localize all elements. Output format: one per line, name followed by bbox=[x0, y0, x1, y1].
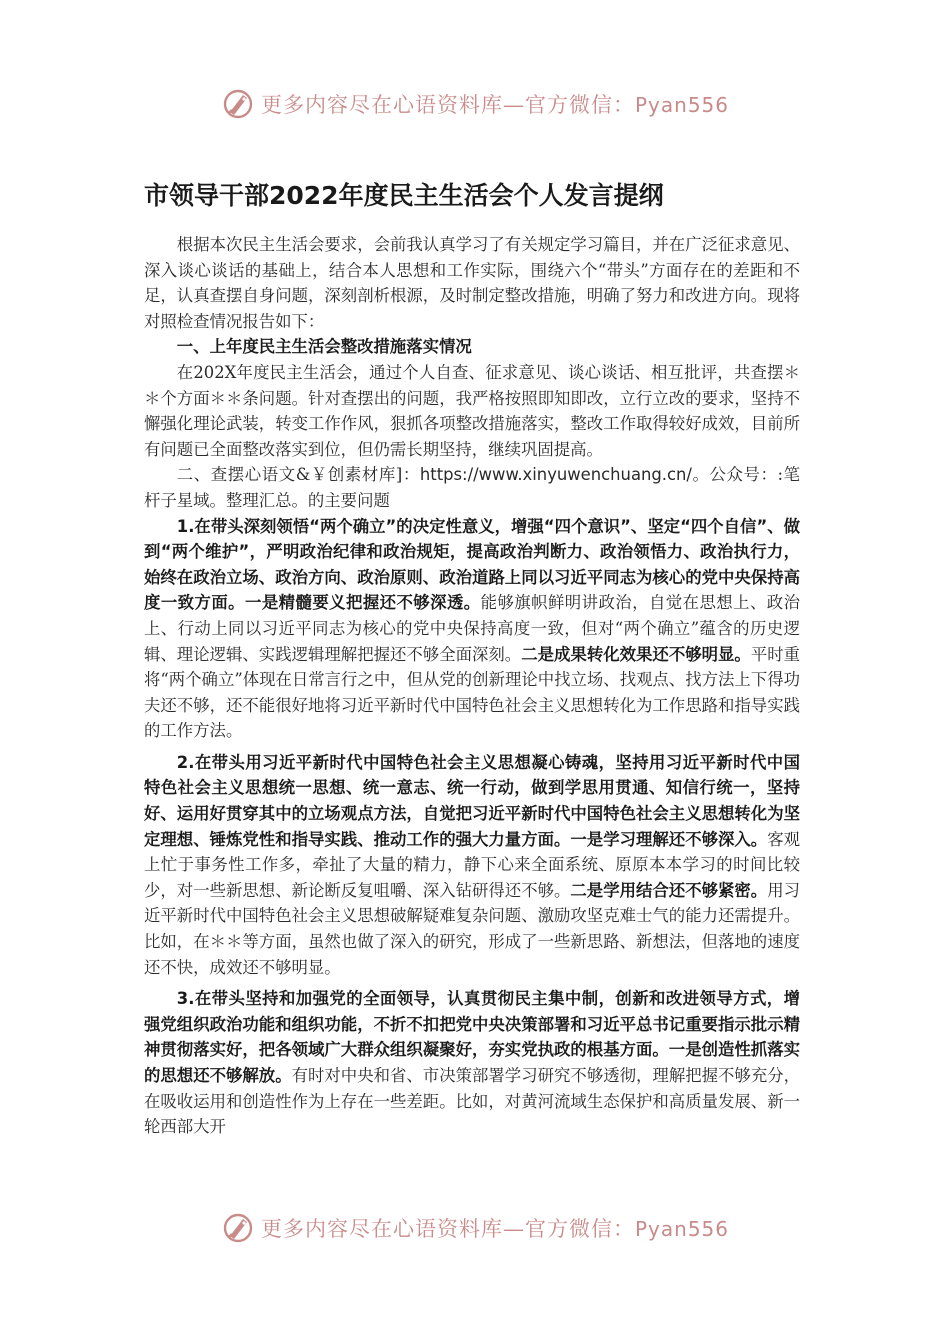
pen-nib-logo-icon bbox=[221, 87, 255, 121]
item-3-bold-lead: 3.在带头坚持和加强党的全面领导，认真贯彻民主集中制，创新和改进领导方式，增强党组织政治功能和组织功能，不折不扣把党中央决策部署和习近平总书记重要指示批示精神贯彻落实好，把各领域广大群众组织凝聚好，夯实党执政的根基方面。一是创造性抓落实的思想还不够解放。 bbox=[144, 989, 800, 1085]
footer-banner bbox=[0, 1206, 950, 1250]
banner-wechat-id: Pyan556 bbox=[634, 93, 729, 117]
item-1-text-second: 平时重将“两个确立”体现在日常言行之中，但从党的创新理论中找立场、找观点、找方法上下得功夫还不够，还不能很好地将习近平新时代中国特色社会主义思想转化为工作思路和指导实践的工作方法。 bbox=[144, 644, 801, 741]
section-2-heading-prefix: 二、查摆心语文&￥创素材库]： bbox=[176, 465, 420, 485]
banner-content bbox=[221, 87, 729, 121]
banner-text: 更多内容尽在心语资料库—官方微信：Pyan556 bbox=[260, 93, 729, 117]
document-title: 市领导干部2022年度民主生活会个人发言提纲 bbox=[144, 181, 664, 210]
section-2-heading-suffix: 。公众号：:笔杆子星域。整理汇总。的主要问题 bbox=[144, 465, 800, 510]
intro-paragraph: 根据本次民主生活会要求，会前我认真学习了有关规定学习篇目，并在广泛征求意见、深入谈心谈话的基础上，结合本人思想和工作实际，围绕六个“带头”方面存在的差距和不足，认真查摆自身问题，深刻剖析根源，及时制定整改措施，明确了努力和改进方向。现将对照检查情况报告如下： bbox=[144, 235, 800, 331]
item-2-text-second: 用习近平新时代中国特色社会主义思想破解疑难复杂问题、激励攻坚克难士气的能力还需提升。比如，在＊＊等方面，虽然也做了深入的研究，形成了一些新思路、新想法，但落地的速度还不快，成效还不够明显。 bbox=[144, 880, 801, 977]
banner-wechat-id-footer: Pyan556 bbox=[634, 1217, 729, 1241]
item-2-text: 客观上忙于事务性工作多，牵扯了大量的精力，静下心来全面系统、原原本本学习的时间比较少，对一些新思想、新论断反复咀嚼、深入钻研得还不够。 bbox=[144, 829, 801, 900]
item-3-paragraph bbox=[144, 986, 800, 1140]
item-1-text: 能够旗帜鲜明讲政治，自觉在思想上、政治上、行动上同以习近平同志为核心的党中央保持高度一致，但对“两个确立”蕴含的历史逻辑、理论逻辑、实践逻辑理解把握还不够全面深刻。 bbox=[144, 593, 801, 664]
item-2-bold-second: 二是学用结合还不够紧密。 bbox=[570, 880, 768, 900]
item-3-text: 有时对中央和省、市决策部署学习研究不够透彻，理解把握不够充分，在吸收运用和创造性作为上存在一些差距。比如，对黄河流域生态保护和高质量发展、新一轮西部大开 bbox=[144, 1066, 801, 1137]
pen-nib-logo-icon bbox=[221, 1211, 255, 1245]
item-2-bold-lead: 2.在带头用习近平新时代中国特色社会主义思想凝心铸魂，坚持用习近平新时代中国特色社会主义思想统一思想、统一意志、统一行动，做到学思用贯通、知信行统一，坚持好、运用好贯穿其中的立场观点方法，自觉把习近平新时代中国特色社会主义思想转化为坚定理想、锤炼党性和指导实践、推动工作的强大力量方面。一是学习理解还不够深入。 bbox=[144, 752, 800, 849]
document-body bbox=[144, 232, 800, 1140]
source-url-link[interactable]: https://www.xinyuwenchuang.cn/ bbox=[419, 465, 692, 485]
section-2-heading bbox=[144, 462, 800, 513]
header-banner bbox=[0, 82, 950, 126]
item-1-bold-second: 二是成果转化效果还不够明显。 bbox=[521, 644, 751, 664]
item-1-bold-lead: 1.在带头深刻领悟“两个确立”的决定性意义，增强“四个意识”、坚定“四个自信”、做到“两个维护”，严明政治纪律和政治规矩，提高政治判断力、政治领悟力、政治执行力，始终在政治立场、政治方向、政治原则、政治道路上同以习近平同志为核心的党中央保持高度一致方面。一是精髓要义把握还不够深透。 bbox=[144, 516, 800, 613]
banner-text-footer: 更多内容尽在心语资料库—官方微信：Pyan556 bbox=[260, 1217, 729, 1241]
item-2-paragraph bbox=[144, 750, 800, 980]
item-1-paragraph bbox=[144, 514, 800, 744]
section-1-heading: 一、上年度民主生活会整改措施落实情况 bbox=[176, 337, 472, 357]
section-1-paragraph: 在202X年度民主生活会，通过个人自查、征求意见、谈心谈话、相互批评，共查摆＊＊个方面＊＊条问题。针对查摆出的问题，我严格按照即知即改，立行立改的要求，坚持不懈强化理论武装，转变工作作风，狠抓各项整改措施落实，整改工作取得较好成效，目前所有问题已全面整改落实到位，但仍需长期坚持，继续巩固提高。 bbox=[144, 362, 800, 459]
banner-content-footer bbox=[221, 1211, 729, 1245]
